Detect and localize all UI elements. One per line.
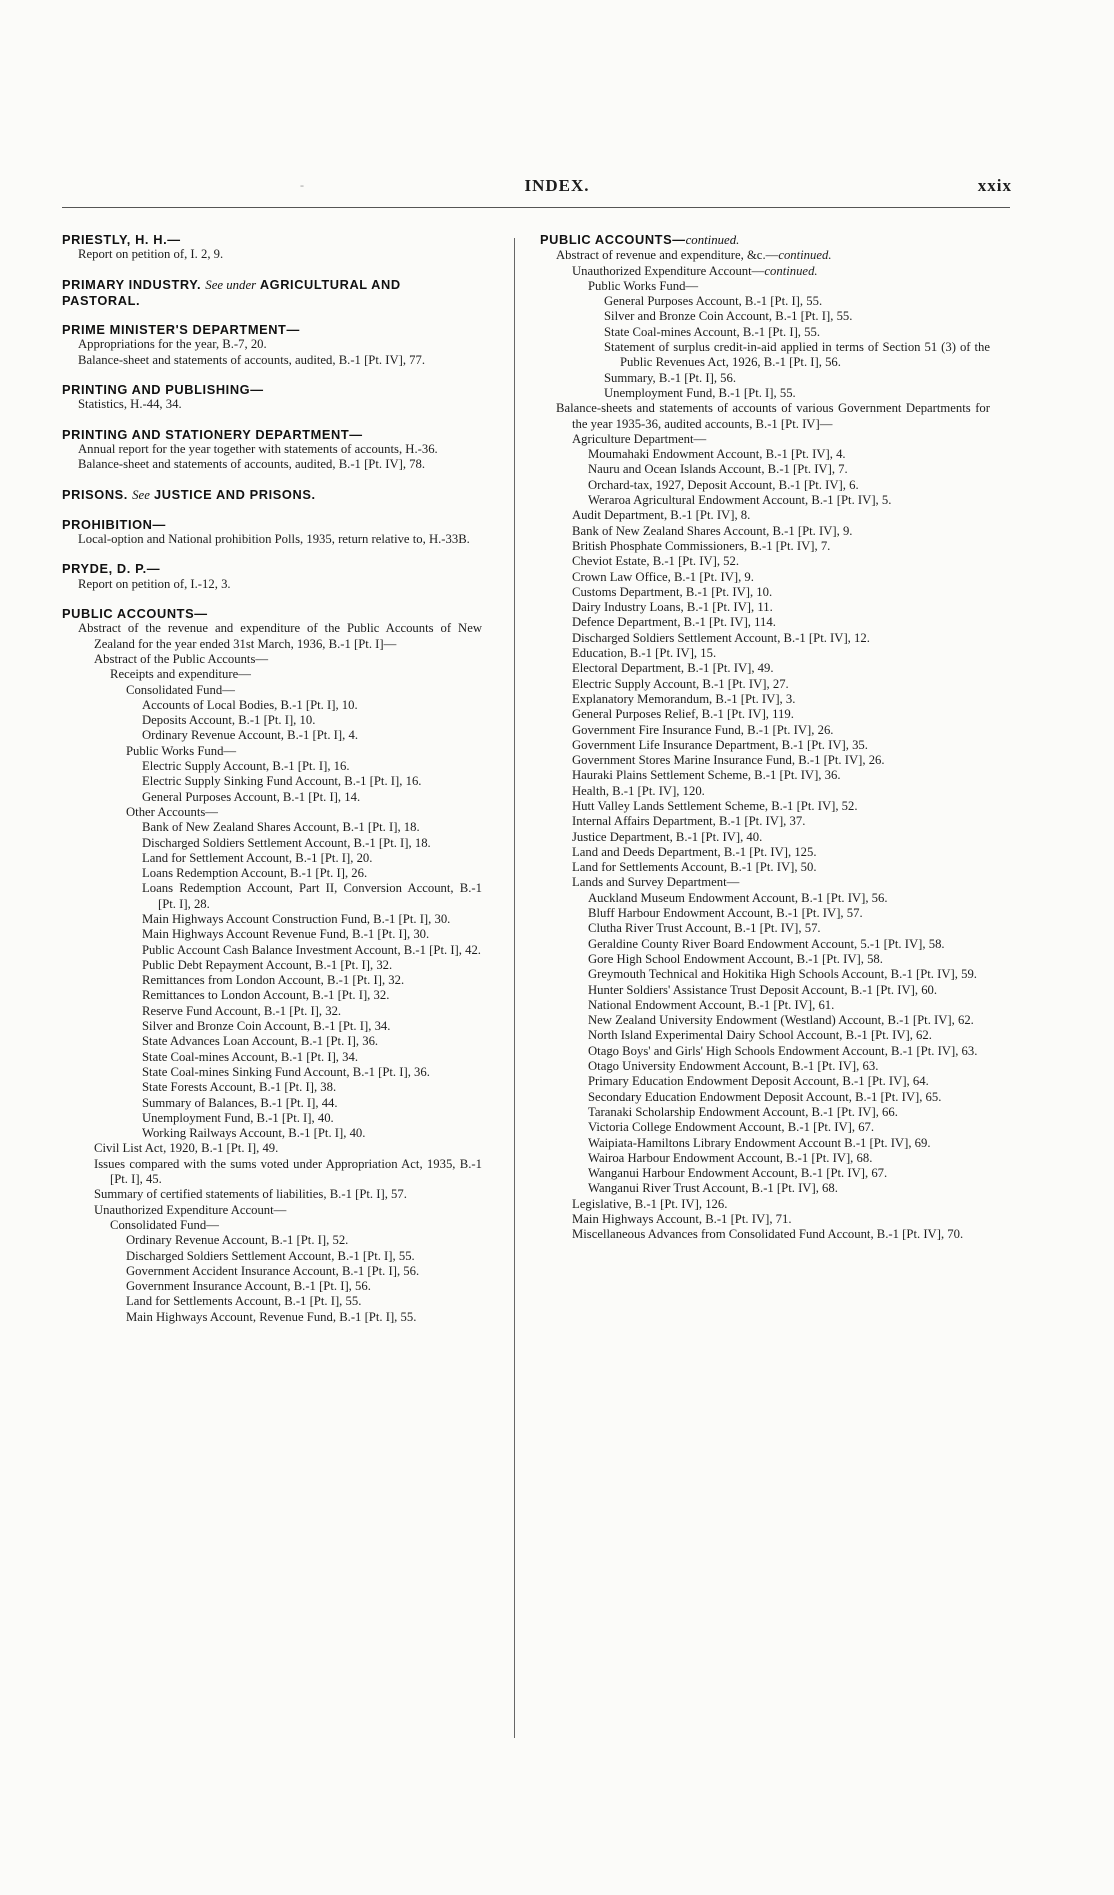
- entry-text: Crown Law Office, B.-1 [Pt. IV], 9.: [572, 569, 754, 584]
- index-heading: [62, 606, 482, 621]
- index-entry: [62, 532, 482, 547]
- entry-text: Other Accounts—: [126, 804, 218, 819]
- entry-text: Public Account Cash Balance Investment Account, B.-1 [Pt. I], 42.: [142, 942, 481, 957]
- index-entry: [540, 508, 990, 523]
- index-entry: [62, 790, 482, 805]
- index-entry: [540, 264, 990, 279]
- entry-text: PRINTING AND PUBLISHING—: [62, 382, 264, 398]
- index-entry: [540, 1028, 990, 1043]
- entry-text: Loans Redemption Account, B.-1 [Pt. I], 26.: [142, 866, 368, 881]
- entry-text: Gore High School Endowment Account, B.-1 [Pt. IV], 58.: [588, 951, 883, 966]
- entry-text: Main Highways Account, Revenue Fund, B.-1 [Pt. I], 55.: [126, 1309, 417, 1324]
- entry-text: Unauthorized Expenditure Account—: [572, 263, 765, 278]
- index-entry: [62, 881, 482, 912]
- entry-text: Local-option and National prohibition Polls, 1935, return relative to, H.-33B.: [78, 532, 470, 547]
- index-entry: [540, 447, 990, 462]
- entry-text: Health, B.-1 [Pt. IV], 120.: [572, 783, 705, 798]
- entry-text: Audit Department, B.-1 [Pt. IV], 8.: [572, 508, 751, 523]
- entry-text: Discharged Soldiers Settlement Account, B.-1 [Pt. I], 18.: [142, 835, 431, 850]
- index-entry: [540, 1197, 990, 1212]
- entry-text: Taranaki Scholarship Endowment Account, B.-1 [Pt. IV], 66.: [588, 1104, 898, 1119]
- index-entry: [62, 744, 482, 759]
- see-reference: See: [132, 487, 150, 502]
- entry-text: Defence Department, B.-1 [Pt. IV], 114.: [572, 615, 776, 630]
- see-reference: See under: [205, 277, 257, 292]
- entry-text: Government Fire Insurance Fund, B.-1 [Pt. IV], 26.: [572, 722, 834, 737]
- entry-text: Government Stores Marine Insurance Fund, B.-1 [Pt. IV], 26.: [572, 753, 885, 768]
- index-entry: [62, 851, 482, 866]
- entry-text: Silver and Bronze Coin Account, B.-1 [Pt. I], 55.: [604, 309, 853, 324]
- entry-text: PRIME MINISTER'S DEPARTMENT—: [62, 322, 300, 338]
- index-entry: [540, 570, 990, 585]
- index-entry: [540, 646, 990, 661]
- index-entry: [540, 998, 990, 1013]
- index-entry: [62, 621, 482, 652]
- index-entry: [62, 927, 482, 942]
- entry-text: Electric Supply Account, B.-1 [Pt. IV], 27.: [572, 676, 789, 691]
- index-entry: [62, 1233, 482, 1248]
- entry-text: State Coal-mines Account, B.-1 [Pt. I], 55.: [604, 324, 821, 339]
- index-entry: [540, 615, 990, 630]
- entry-text: PUBLIC ACCOUNTS—: [62, 606, 208, 622]
- index-entry: [540, 1151, 990, 1166]
- index-heading: [540, 232, 990, 248]
- entry-text: Secondary Education Endowment Deposit Account, B.-1 [Pt. IV], 65.: [588, 1089, 942, 1104]
- entry-text: State Coal-mines Account, B.-1 [Pt. I], 34.: [142, 1049, 359, 1064]
- entry-text: Electric Supply Sinking Fund Account, B.-1 [Pt. I], 16.: [142, 774, 422, 789]
- index-entry: [62, 1034, 482, 1049]
- entry-text: Greymouth Technical and Hokitika High Schools Account, B.-1 [Pt. IV], 59.: [588, 967, 977, 982]
- page-title: INDEX.: [524, 176, 590, 195]
- index-entry: [62, 728, 482, 743]
- index-entry: [62, 652, 482, 667]
- index-heading: [62, 232, 482, 247]
- index-entry: [540, 248, 990, 263]
- index-entry: [540, 784, 990, 799]
- page-number: xxix: [977, 176, 1012, 195]
- index-entry: [62, 1111, 482, 1126]
- index-entry: [62, 698, 482, 713]
- index-entry: [540, 524, 990, 539]
- index-entry: [62, 442, 482, 457]
- index-entry: [62, 943, 482, 958]
- index-entry: [62, 988, 482, 1003]
- index-entry: [540, 539, 990, 554]
- entry-text: PRYDE, D. P.—: [62, 561, 161, 577]
- entry-text: Victoria College Endowment Account, B.-1 [Pt. IV], 67.: [588, 1120, 875, 1135]
- entry-text: Hauraki Plains Settlement Scheme, B.-1 [Pt. IV], 36.: [572, 768, 841, 783]
- entry-text: PRISONS.: [62, 486, 128, 502]
- entry-text: Legislative, B.-1 [Pt. IV], 126.: [572, 1196, 728, 1211]
- index-entry: [540, 1136, 990, 1151]
- index-entry: [540, 967, 990, 982]
- index-entry: [540, 891, 990, 906]
- left-column: [62, 232, 482, 1325]
- entry-text: PRIESTLY, H. H.—: [62, 232, 181, 247]
- entry-text: Moumahaki Endowment Account, B.-1 [Pt. IV], 4.: [588, 447, 846, 462]
- index-entry: [540, 585, 990, 600]
- entry-text: General Purposes Account, B.-1 [Pt. I], 55.: [604, 294, 823, 309]
- entry-text: State Forests Account, B.-1 [Pt. I], 38.: [142, 1080, 337, 1095]
- entry-text: Discharged Soldiers Settlement Account, B.-1 [Pt. IV], 12.: [572, 630, 870, 645]
- entry-text: Waipiata-Hamiltons Library Endowment Account B.-1 [Pt. IV], 69.: [588, 1135, 931, 1150]
- index-entry: [62, 1264, 482, 1279]
- entry-text: Education, B.-1 [Pt. IV], 15.: [572, 646, 717, 661]
- entry-text: Hunter Soldiers' Assistance Trust Deposit Account, B.-1 [Pt. IV], 60.: [588, 982, 938, 997]
- entry-text: Abstract of revenue and expenditure, &c.—: [556, 248, 779, 263]
- index-entry: [540, 1044, 990, 1059]
- entry-text: Silver and Bronze Coin Account, B.-1 [Pt. I], 34.: [142, 1019, 391, 1034]
- entry-text: Customs Department, B.-1 [Pt. IV], 10.: [572, 584, 773, 599]
- entry-text: Otago Boys' and Girls' High Schools Endowment Account, B.-1 [Pt. IV], 63.: [588, 1043, 978, 1058]
- entry-text: Consolidated Fund—: [126, 682, 235, 697]
- entry-text: North Island Experimental Dairy School Account, B.-1 [Pt. IV], 62.: [588, 1028, 932, 1043]
- entry-text: Ordinary Revenue Account, B.-1 [Pt. I], 4.: [142, 728, 358, 743]
- entry-text: Appropriations for the year, B.-7, 20.: [78, 337, 267, 352]
- entry-text: Main Highways Account, B.-1 [Pt. IV], 71.: [572, 1212, 792, 1226]
- index-entry: [62, 247, 482, 262]
- entry-text: PRINTING AND STATIONERY DEPARTMENT—: [62, 426, 363, 442]
- index-entry: [540, 1166, 990, 1181]
- entry-text: Loans Redemption Account, Part II, Conversion Account, B.-1 [Pt. I], 28.: [142, 881, 482, 911]
- index-entry: [540, 279, 990, 294]
- see-target: AGRICULTURAL AND PASTORAL.: [62, 276, 401, 308]
- entry-text: Land for Settlements Account, B.-1 [Pt. I], 55.: [126, 1294, 362, 1309]
- index-entry: [540, 983, 990, 998]
- index-heading: [62, 517, 482, 532]
- entry-text: Abstract of the Public Accounts—: [94, 651, 269, 666]
- index-heading: [62, 561, 482, 576]
- index-heading: [62, 427, 482, 442]
- index-entry: [62, 1004, 482, 1019]
- entry-text: Unemployment Fund, B.-1 [Pt. I], 40.: [142, 1110, 334, 1125]
- entry-text: Accounts of Local Bodies, B.-1 [Pt. I], 10.: [142, 697, 358, 712]
- entry-text: Unauthorized Expenditure Account—: [94, 1202, 287, 1217]
- index-entry: [62, 353, 482, 368]
- entry-text: Land and Deeds Department, B.-1 [Pt. IV], 125.: [572, 844, 817, 859]
- index-entry: [540, 1105, 990, 1120]
- index-entry: [540, 830, 990, 845]
- index-entry: [62, 577, 482, 592]
- entry-text: Explanatory Memorandum, B.-1 [Pt. IV], 3.: [572, 691, 796, 706]
- index-heading: [62, 277, 482, 309]
- index-entry: [62, 820, 482, 835]
- index-entry: [540, 952, 990, 967]
- entry-text: Main Highways Account Revenue Fund, B.-1 [Pt. I], 30.: [142, 927, 430, 942]
- entry-text: Internal Affairs Department, B.-1 [Pt. IV], 37.: [572, 814, 806, 829]
- page-header: [0, 176, 1114, 206]
- index-entry: [540, 478, 990, 493]
- index-heading: [62, 322, 482, 337]
- entry-text: Abstract of the revenue and expenditure of the Public Accounts of New Zealand for the year ended 31st March, 1936, B.-1 [Pt. I]—: [78, 621, 482, 651]
- entry-text: Consolidated Fund—: [110, 1217, 219, 1232]
- index-entry: [62, 1065, 482, 1080]
- entry-text: Balance-sheet and statements of accounts, audited, B.-1 [Pt. IV], 77.: [78, 352, 426, 367]
- entry-text: Summary of certified statements of liabilities, B.-1 [Pt. I], 57.: [94, 1187, 407, 1202]
- entry-text: Bank of New Zealand Shares Account, B.-1 [Pt. IV], 9.: [572, 523, 853, 538]
- entry-text: Annual report for the year together with statements of accounts, H.-36.: [78, 441, 438, 456]
- entry-text: Reserve Fund Account, B.-1 [Pt. I], 32.: [142, 1003, 342, 1018]
- index-entry: [540, 723, 990, 738]
- index-entry: [540, 921, 990, 936]
- index-heading: [62, 487, 482, 503]
- index-entry: [540, 325, 990, 340]
- index-entry: [540, 753, 990, 768]
- index-entry: [62, 973, 482, 988]
- index-entry: [540, 600, 990, 615]
- index-entry: [540, 294, 990, 309]
- index-entry: [540, 692, 990, 707]
- entry-text: Justice Department, B.-1 [Pt. IV], 40.: [572, 829, 763, 844]
- entry-text: Wairoa Harbour Endowment Account, B.-1 [Pt. IV], 68.: [588, 1150, 873, 1165]
- entry-text: Summary, B.-1 [Pt. I], 56.: [604, 370, 737, 385]
- index-entry: [62, 1141, 482, 1156]
- entry-text: Geraldine County River Board Endowment Account, 5.-1 [Pt. IV], 58.: [588, 936, 945, 951]
- index-entry: [62, 457, 482, 472]
- index-entry: [62, 1126, 482, 1141]
- entry-text: State Coal-mines Sinking Fund Account, B.-1 [Pt. I], 36.: [142, 1064, 430, 1079]
- index-entry: [540, 814, 990, 829]
- index-entry: [62, 774, 482, 789]
- index-entry: [62, 1080, 482, 1095]
- index-entry: [62, 1203, 482, 1218]
- entry-text: Lands and Survey Department—: [572, 875, 740, 890]
- entry-text: Report on petition of, I. 2, 9.: [78, 247, 224, 262]
- index-entry: [540, 860, 990, 875]
- index-entry: [62, 1249, 482, 1264]
- entry-text: Wanganui River Trust Account, B.-1 [Pt. IV], 68.: [588, 1181, 838, 1196]
- index-entry: [62, 1279, 482, 1294]
- index-entry: [62, 1050, 482, 1065]
- entry-text: PRIMARY INDUSTRY.: [62, 276, 202, 292]
- index-entry: [62, 667, 482, 682]
- index-entry: [540, 768, 990, 783]
- entry-text: PUBLIC ACCOUNTS—: [540, 232, 686, 247]
- entry-text: Summary of Balances, B.-1 [Pt. I], 44.: [142, 1095, 338, 1110]
- index-entry: [540, 1120, 990, 1135]
- index-entry: [540, 401, 990, 432]
- index-entry: [540, 707, 990, 722]
- entry-text: Main Highways Account Construction Fund, B.-1 [Pt. I], 30.: [142, 911, 451, 926]
- index-entry: [62, 1218, 482, 1233]
- entry-text: Statement of surplus credit-in-aid applied in terms of Section 51 (3) of the Public Revenues Act, 1926, B.-1 [Pt. I], 56.: [604, 340, 990, 370]
- index-entry: [62, 1294, 482, 1309]
- index-entry: [540, 462, 990, 477]
- entry-text: Bank of New Zealand Shares Account, B.-1 [Pt. I], 18.: [142, 820, 420, 835]
- entry-text: Dairy Industry Loans, B.-1 [Pt. IV], 11.: [572, 600, 773, 615]
- header-mark: -: [300, 178, 304, 192]
- entry-text: Otago University Endowment Account, B.-1 [Pt. IV], 63.: [588, 1059, 879, 1074]
- entry-text: Cheviot Estate, B.-1 [Pt. IV], 52.: [572, 554, 740, 569]
- entry-text: Government Accident Insurance Account, B.-1 [Pt. I], 56.: [126, 1263, 420, 1278]
- index-entry: [62, 958, 482, 973]
- index-entry: [540, 661, 990, 676]
- entry-text: Government Insurance Account, B.-1 [Pt. I], 56.: [126, 1279, 371, 1294]
- index-entry: [62, 1310, 482, 1325]
- entry-text: Electoral Department, B.-1 [Pt. IV], 49.: [572, 661, 774, 676]
- entry-text: Public Works Fund—: [588, 278, 699, 293]
- index-entry: [540, 906, 990, 921]
- header-rule: [62, 207, 1010, 208]
- index-heading: [62, 382, 482, 397]
- index-entry: [540, 554, 990, 569]
- entry-text: Auckland Museum Endowment Account, B.-1 [Pt. IV], 56.: [588, 890, 888, 905]
- index-entry: [62, 397, 482, 412]
- entry-text: General Purposes Relief, B.-1 [Pt. IV], 119.: [572, 707, 794, 722]
- entry-text: Hutt Valley Lands Settlement Scheme, B.-1 [Pt. IV], 52.: [572, 798, 858, 813]
- index-entry: [540, 1059, 990, 1074]
- right-column: [540, 232, 990, 1243]
- entry-text: Public Works Fund—: [126, 743, 237, 758]
- entry-text: Agriculture Department—: [572, 431, 707, 446]
- entry-text: Primary Education Endowment Deposit Account, B.-1 [Pt. IV], 64.: [588, 1074, 929, 1089]
- continued-label: continued.: [685, 233, 740, 247]
- entry-text: Land for Settlement Account, B.-1 [Pt. I], 20.: [142, 850, 373, 865]
- entry-text: Issues compared with the sums voted under Appropriation Act, 1935, B.-1 [Pt. I], 45.: [94, 1156, 482, 1187]
- entry-text: Bluff Harbour Endowment Account, B.-1 [Pt. IV], 57.: [588, 906, 863, 921]
- index-entry: [540, 1013, 990, 1028]
- index-entry: [62, 1157, 482, 1188]
- index-entry: [540, 493, 990, 508]
- index-entry: [540, 677, 990, 692]
- entry-text: Nauru and Ocean Islands Account, B.-1 [Pt. IV], 7.: [588, 462, 848, 477]
- entry-text: Unemployment Fund, B.-1 [Pt. I], 55.: [604, 385, 796, 400]
- index-entry: [540, 309, 990, 324]
- entry-text: Statistics, H.-44, 34.: [78, 397, 182, 412]
- entry-text: Report on petition of, I.-12, 3.: [78, 576, 231, 591]
- continued-label: continued.: [778, 248, 832, 263]
- entry-text: Miscellaneous Advances from Consolidated Fund Account, B.-1 [Pt. IV], 70.: [572, 1227, 964, 1242]
- index-entry: [540, 937, 990, 952]
- column-divider: [514, 238, 515, 1738]
- entry-text: Remittances to London Account, B.-1 [Pt. I], 32.: [142, 988, 390, 1003]
- index-entry: [62, 1019, 482, 1034]
- index-entry: [540, 799, 990, 814]
- index-entry: [540, 875, 990, 890]
- index-entry: [540, 1212, 990, 1227]
- index-entry: [540, 432, 990, 447]
- see-target: JUSTICE AND PRISONS.: [154, 486, 316, 502]
- index-entry: [540, 1227, 990, 1242]
- index-entry: [540, 845, 990, 860]
- entry-text: Working Railways Account, B.-1 [Pt. I], 40.: [142, 1126, 366, 1141]
- entry-text: Land for Settlements Account, B.-1 [Pt. IV], 50.: [572, 860, 817, 875]
- entry-text: Wanganui Harbour Endowment Account, B.-1 [Pt. IV], 67.: [588, 1166, 888, 1181]
- index-entry: [540, 738, 990, 753]
- entry-text: Deposits Account, B.-1 [Pt. I], 10.: [142, 713, 316, 728]
- index-entry: [62, 912, 482, 927]
- index-entry: [62, 337, 482, 352]
- index-entry: [540, 631, 990, 646]
- index-entry: [62, 866, 482, 881]
- entry-text: Civil List Act, 1920, B.-1 [Pt. I], 49.: [94, 1141, 279, 1156]
- index-entry: [62, 759, 482, 774]
- index-entry: [540, 340, 990, 371]
- index-entry: [62, 1187, 482, 1202]
- entry-text: Weraroa Agricultural Endowment Account, B.-1 [Pt. IV], 5.: [588, 493, 892, 508]
- entry-text: State Advances Loan Account, B.-1 [Pt. I], 36.: [142, 1034, 379, 1049]
- entry-text: Receipts and expenditure—: [110, 667, 251, 682]
- entry-text: Discharged Soldiers Settlement Account, B.-1 [Pt. I], 55.: [126, 1248, 415, 1263]
- entry-text: Orchard-tax, 1927, Deposit Account, B.-1 [Pt. IV], 6.: [588, 477, 859, 492]
- index-entry: [540, 371, 990, 386]
- entry-text: Public Debt Repayment Account, B.-1 [Pt. I], 32.: [142, 957, 393, 972]
- entry-text: PROHIBITION—: [62, 516, 166, 532]
- entry-text: Electric Supply Account, B.-1 [Pt. I], 16.: [142, 759, 350, 774]
- index-entry: [62, 683, 482, 698]
- index-entry: [62, 713, 482, 728]
- index-entry: [62, 805, 482, 820]
- entry-text: National Endowment Account, B.-1 [Pt. IV], 61.: [588, 997, 835, 1012]
- entry-text: Remittances from London Account, B.-1 [Pt. I], 32.: [142, 973, 405, 988]
- entry-text: General Purposes Account, B.-1 [Pt. I], 14.: [142, 789, 361, 804]
- index-entry: [62, 1096, 482, 1111]
- index-entry: [540, 1074, 990, 1089]
- entry-text: Government Life Insurance Department, B.-1 [Pt. IV], 35.: [572, 737, 868, 752]
- entry-text: British Phosphate Commissioners, B.-1 [Pt. IV], 7.: [572, 538, 831, 553]
- index-entry: [62, 836, 482, 851]
- index-entry: [540, 1090, 990, 1105]
- index-entry: [540, 1181, 990, 1196]
- entry-text: New Zealand University Endowment (Westland) Account, B.-1 [Pt. IV], 62.: [588, 1013, 974, 1028]
- continued-label: continued.: [764, 263, 818, 278]
- entry-text: Clutha River Trust Account, B.-1 [Pt. IV], 57.: [588, 921, 821, 936]
- index-entry: [540, 386, 990, 401]
- entry-text: Balance-sheet and statements of accounts, audited, B.-1 [Pt. IV], 78.: [78, 457, 426, 472]
- entry-text: Ordinary Revenue Account, B.-1 [Pt. I], 52.: [126, 1233, 349, 1248]
- entry-text: Balance-sheets and statements of accounts of various Government Departments for the year 1935-36, audited accounts, B.-1 [Pt. IV]—: [556, 401, 990, 431]
